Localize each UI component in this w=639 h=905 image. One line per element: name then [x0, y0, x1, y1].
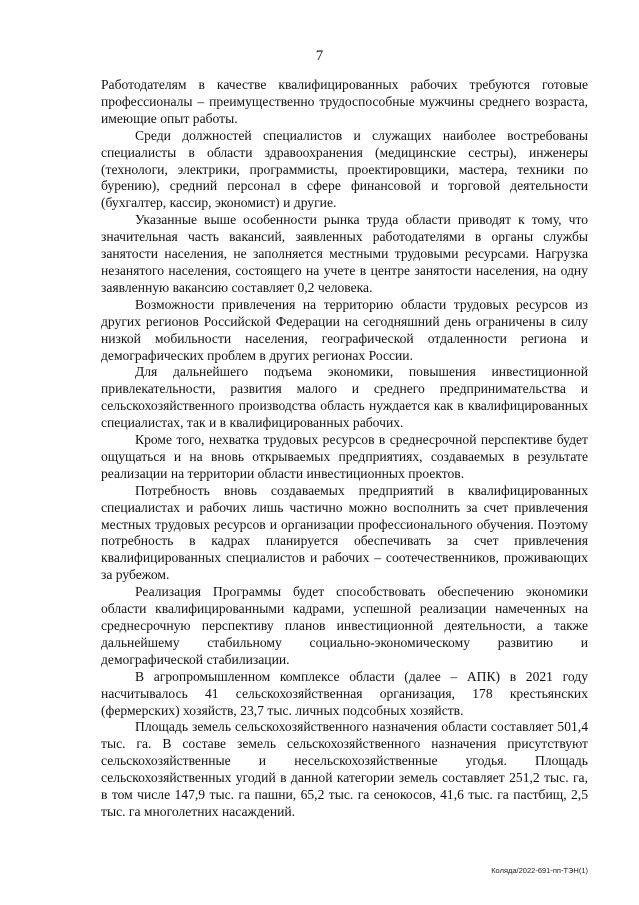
paragraph-employers-requirements: Работодателям в качестве квалифицированных рабочих требуются готовые профессионалы – преимущественно трудоспособные мужчины среднего возраста, имеющие опыт работы.	[101, 77, 588, 126]
paragraph-attraction-possibilities: Возможности привлечения на территорию области трудовых ресурсов из других регионов Российской Федерации на сегодняшний день ограничены в силу низкой мобильности населения, географической отдаленности региона и демографических проблем в других регионах России.	[101, 296, 588, 363]
paragraph-labor-shortage: Кроме того, нехватка трудовых ресурсов в среднесрочной перспективе будет ощущаться и на вновь открываемых предприятиях, создаваемых в результате реализации на территории области инвестиционных проектов.	[101, 432, 588, 481]
paragraph-agro-complex: В агропромышленном комплексе области (далее – АПК) в 2021 году насчитывалось 41 сельскохозяйственная организация, 178 крестьянских (фермерских) хозяйств, 23,7 тыс. личных подсобных хозяйств.	[101, 668, 588, 718]
paragraph-new-enterprises-needs: Потребность вновь создаваемых предприятий в квалифицированных специалистах и рабочих лишь частично можно восполнить за счет привлечения местных трудовых ресурсов и организации профессионального обучения. Поэтому потребность в кадрах планируется обеспечивать за счет привлечения квалифицированных специалистов и рабочих – соотечественников, проживающих за рубежом.	[101, 482, 588, 583]
paragraph-specialists-demand: Среди должностей специалистов и служащих наиболее востребованы специалисты в области здравоохранения (медицинские сестры), инженеры (технологи, электрики, программисты, проектировщики, мастера, техники по бурению), средний персонал в сфере финансовой и торговой деятельности (бухгалтер, кассир, экономист) и другие.	[101, 127, 588, 211]
paragraph-program-implementation: Реализация Программы будет способствовать обеспечению экономики области квалифицированными кадрами, успешной реализации намеченных на среднесрочную перспективу планов инвестиционной деятельности, а также дальнейшему стабильному социально-экономическому развитию и демографической стабилизации.	[101, 584, 588, 667]
paragraph-labor-market-features: Указанные выше особенности рынка труда области приводят к тому, что значительная часть вакансий, заявленных работодателями в органы службы занятости населения, не заполняется местными трудовыми ресурсами. Нагрузка незанятого населения, состоящего на учете в центре занятости населения, на одну заявленную вакансию составляет 0,2 человека.	[101, 212, 588, 295]
page-number: 7	[315, 48, 324, 64]
paragraph-agricultural-land: Площадь земель сельскохозяйственного назначения области составляет 501,4 тыс. га. В составе земель сельскохозяйственного назначения присутствуют сельскохозяйственные и несельскохозяйственные угодья. Площадь сельскохозяйственных угодий в данной категории земель составляет 251,2 тыс. га, в том числе 147,9 тыс. га пашни, 65,2 тыс. га сенокосов, 41,6 тыс. га пастбищ, 2,5 тыс. га многолетних насаждений.	[101, 719, 588, 819]
document-registration-code: Коляда/2022-691-пп-ТЭН(1)	[491, 866, 588, 875]
document-body	[101, 77, 588, 821]
paragraph-economic-growth-needs: Для дальнейшего подъема экономики, повышения инвестиционной привлекательности, развития малого и среднего предпринимательства и сельскохозяйственного производства область нуждается как в квалифицированных специалистах, так и в квалифицированных рабочих.	[101, 364, 588, 431]
